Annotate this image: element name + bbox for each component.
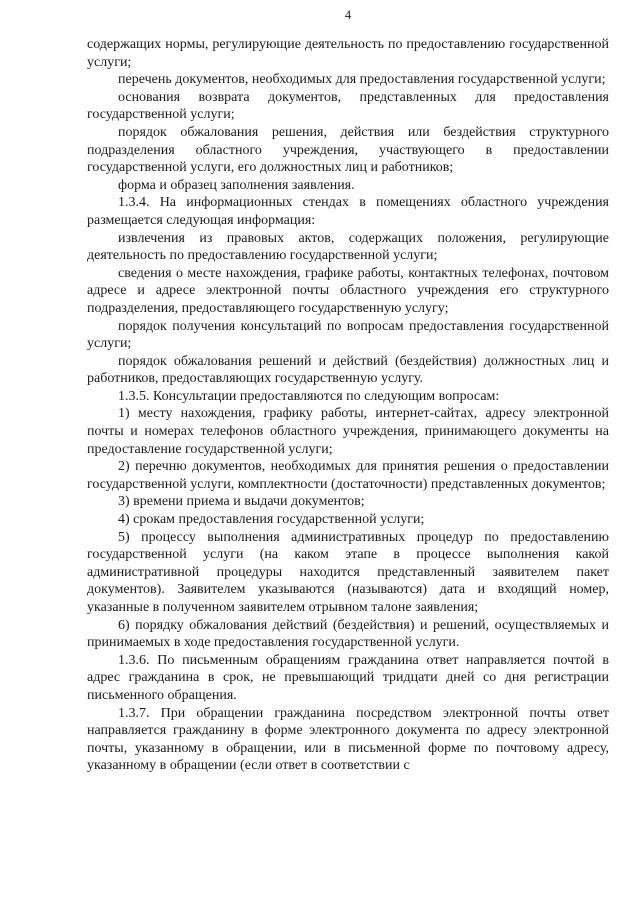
paragraph: сведения о месте нахождения, графике работы, контактных телефонах, почтовом адресе и адресе электронной почты областного учреждения его структурного подразделения, предоставляющего государственную услугу;: [87, 265, 609, 316]
paragraph: извлечения из правовых актов, содержащих положения, регулирующие деятельность по предоставлению государственной услуги;: [87, 230, 609, 264]
paragraph: 1.3.4. На информационных стендах в помещениях областного учреждения размещается следующая информация:: [87, 195, 609, 228]
paragraph: 6) порядку обжалования действий (бездействия) и решений, осуществляемых и принимаемых в ходе предоставления государственной услуги.: [87, 617, 609, 651]
page-number: 4: [344, 8, 352, 22]
paragraph: порядок обжалования решения, действия или бездействия структурного подразделения областного учреждения, участвующего в предоставлении государственной услуги, его должностных лиц и работников;: [87, 124, 609, 176]
paragraph: 1) месту нахождения, графику работы, интернет-сайтах, адресу электронной почты и номерах телефонов областного учреждения, принимающего документы на предоставление государственной услуги;: [87, 406, 609, 457]
paragraph: 3) времени приема и выдачи документов;: [118, 494, 365, 510]
document-body: [87, 36, 609, 775]
paragraph: порядок получения консультаций по вопросам предоставления государственной услуги;: [87, 318, 609, 352]
paragraph: 1.3.6. По письменным обращениям гражданина ответ направляется почтой в адрес гражданина в срок, не превышающий тридцати дней со дня регистрации письменного обращения.: [87, 652, 609, 703]
paragraph: 2) перечню документов, необходимых для принятия решения о предоставлении государственной услуги, комплектности (достаточности) представленных документов;: [87, 459, 609, 492]
paragraph: содержащих нормы, регулирующие деятельность по предоставлению государственной услуги;: [87, 37, 609, 70]
paragraph: основания возврата документов, представленных для предоставления государственной услуги;: [87, 89, 609, 123]
paragraph: перечень документов, необходимых для предоставления государственной услуги;: [118, 72, 606, 88]
paragraph: форма и образец заполнения заявления.: [118, 177, 355, 193]
paragraph: порядок обжалования решений и действий (бездействия) должностных лиц и работников, предоставляющих государственную услугу.: [87, 353, 609, 387]
paragraph: 4) срокам предоставления государственной услуги;: [118, 512, 425, 528]
paragraph: 5) процессу выполнения административных процедур по предоставлению государственной услуги (на каком этапе в процессе выполнения какой административной процедуры находится представленный заявителем пакет документов). Заявителем указываются (называются) дата и входящий номер, указанные в полученном заявителем отрывном талоне заявления;: [87, 529, 609, 615]
paragraph: 1.3.5. Консультации предоставляются по следующим вопросам:: [118, 388, 500, 404]
paragraph: 1.3.7. При обращении гражданина посредством электронной почты ответ направляется гражданину в форме электронного документа по адресу электронной почты, указанному в обращении, или в письменной форме по почтовому адресу, указанному в обращении (если ответ в соответствии с: [87, 705, 609, 774]
